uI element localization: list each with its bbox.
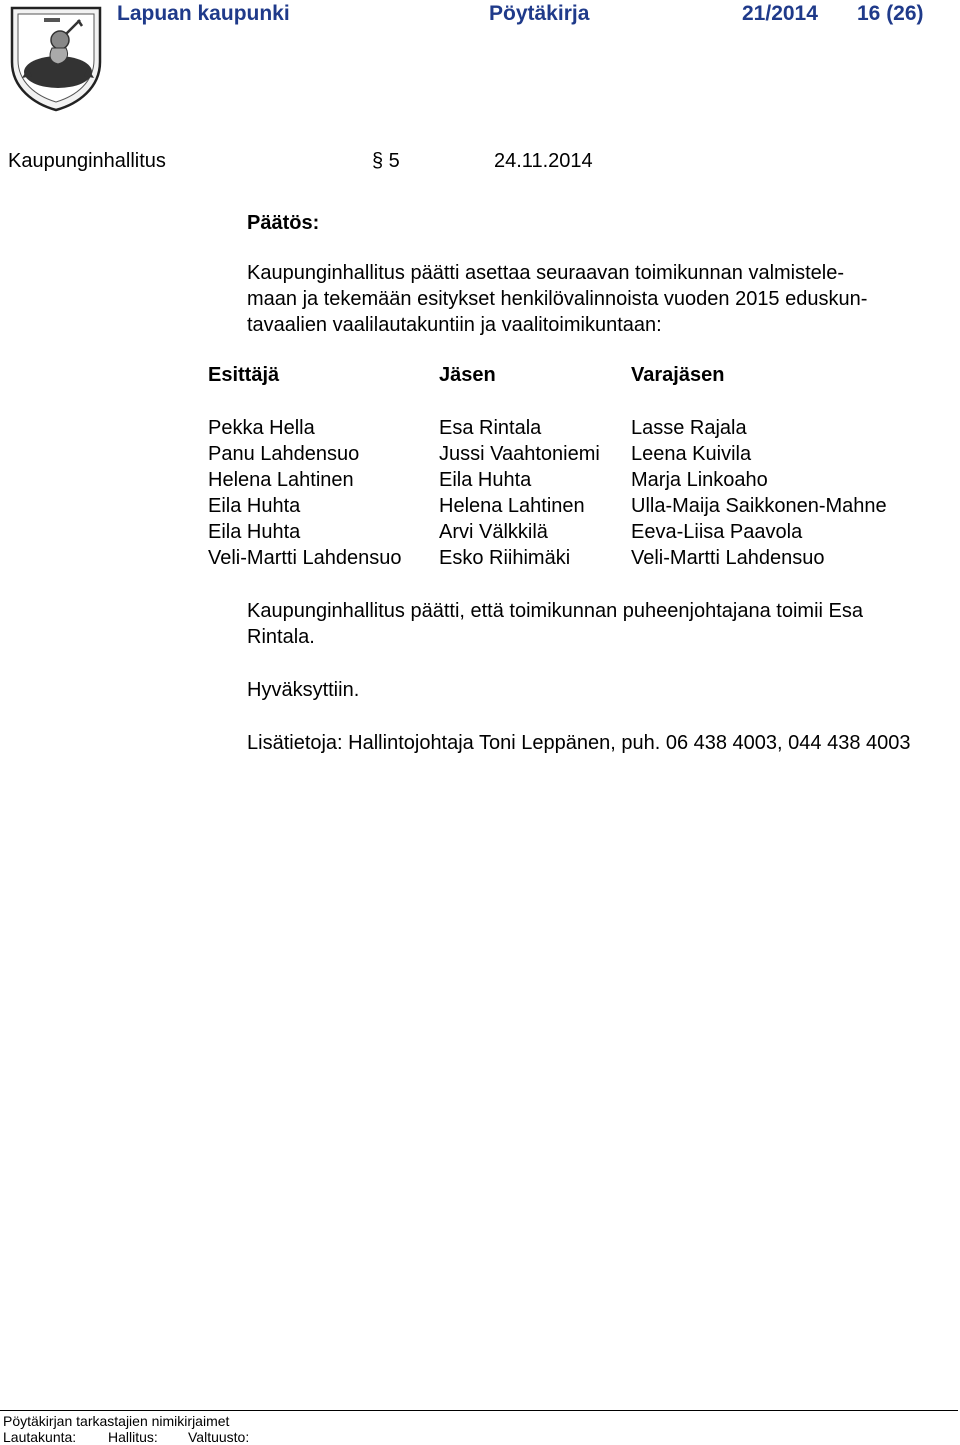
table-cell: Veli-Martti Lahdensuo (208, 547, 402, 569)
table-cell: Marja Linkoaho (631, 469, 768, 491)
table-cell: Pekka Hella (208, 417, 315, 439)
table-cell: Eila Huhta (208, 521, 301, 543)
decision-intro-line: tavaalien vaalilautakuntiin ja vaalitoimikuntaan: (247, 314, 662, 336)
decision-heading: Päätös: (247, 212, 320, 234)
table-cell: Eila Huhta (439, 469, 532, 491)
footer-divider (0, 1410, 958, 1411)
footer-label-council: Valtuusto: (188, 1429, 250, 1445)
table-cell: Esa Rintala (439, 417, 542, 439)
table-cell: Ulla-Maija Saikkonen-Mahne (631, 495, 887, 517)
meeting-date: 24.11.2014 (494, 150, 593, 172)
table-cell: Lasse Rajala (631, 417, 747, 439)
table-cell: Helena Lahtinen (439, 495, 585, 517)
table-cell: Arvi Välkkilä (439, 521, 548, 543)
footer-label-board: Lautakunta: (3, 1429, 77, 1445)
page-number: 16 (26) (857, 2, 924, 25)
chair-decision-line: Rintala. (247, 626, 315, 648)
table-cell: Panu Lahdensuo (208, 443, 360, 465)
table-cell: Jussi Vaahtoniemi (439, 443, 600, 465)
table-header-deputy: Varajäsen (631, 364, 725, 386)
chair-decision-line: Kaupunginhallitus päätti, että toimikunnan puheenjohtajana toimii Esa (247, 600, 863, 622)
doc-number: 21/2014 (742, 2, 818, 25)
municipality-name: Lapuan kaupunki (117, 2, 290, 25)
section-number: § 5 (372, 150, 400, 172)
meeting-body: Kaupunginhallitus (8, 150, 166, 172)
table-header-presenter: Esittäjä (208, 364, 280, 386)
table-header-member: Jäsen (439, 364, 496, 386)
footer-title: Pöytäkirjan tarkastajien nimikirjaimet (3, 1413, 230, 1429)
approval-text: Hyväksyttiin. (247, 679, 360, 701)
decision-intro-line: maan ja tekemään esitykset henkilövalinnoista vuoden 2015 eduskun- (247, 288, 868, 310)
doc-type: Pöytäkirja (489, 2, 590, 25)
footer-label-government: Hallitus: (108, 1429, 158, 1445)
contact-info: Lisätietoja: Hallintojohtaja Toni Leppänen, puh. 06 438 4003, 044 438 4003 (247, 732, 911, 754)
table-cell: Esko Riihimäki (439, 547, 571, 569)
table-cell: Eila Huhta (208, 495, 301, 517)
table-cell: Veli-Martti Lahdensuo (631, 547, 825, 569)
table-cell: Eeva-Liisa Paavola (631, 521, 803, 543)
table-cell: Leena Kuivila (631, 443, 752, 465)
decision-intro-line: Kaupunginhallitus päätti asettaa seuraavan toimikunnan valmistele- (247, 262, 845, 284)
coat-of-arms-icon (8, 4, 104, 112)
table-cell: Helena Lahtinen (208, 469, 354, 491)
